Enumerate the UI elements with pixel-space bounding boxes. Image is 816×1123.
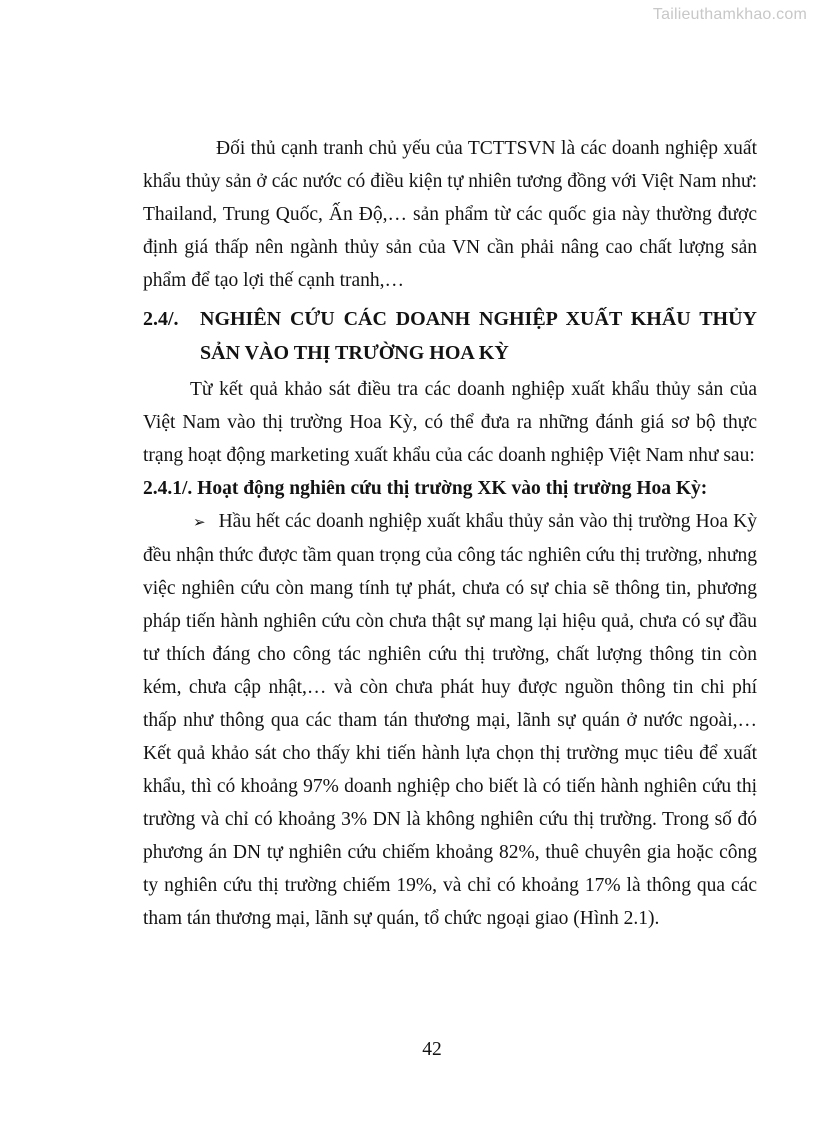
page-content [143,132,757,935]
section-heading [143,302,757,370]
page-number: 42 [422,1039,442,1060]
bullet-text: Hầu hết các doanh nghiệp xuất khẩu thủy sản vào thị trường Hoa Kỳ đều nhận thức được tầm quan trọng của công tác nghiên cứu thị trường, nhưng việc nghiên cứu còn mang tính tự phát, chưa có sự chia sẽ thông tin, phương pháp tiến hành nghiên cứu còn chưa thật sự mang lại hiệu quả, chưa có sự đầu tư thích đáng cho công tác nghiên cứu thị trường, chất lượng thông tin còn kém, chưa cập nhật,… và còn chưa phát huy được nguồn thông tin chi phí thấp như thông qua các tham tán thương mại, lãnh sự quán ở nước ngoài,… Kết quả khảo sát cho thấy khi tiến hành lựa chọn thị trường mục tiêu để xuất khẩu, thì có khoảng 97% doanh nghiệp cho biết là có tiến hành nghiên cứu thị trường và chỉ có khoảng 3% DN là không nghiên cứu thị trường. Trong số đó phương án DN tự nghiên cứu chiếm khoảng 82%, thuê chuyên gia hoặc công ty nghiên cứu thị trường chiếm 19%, và chỉ có khoảng 17% là thông qua các tham tán thương mại, lãnh sự quán, tổ chức ngoại giao (Hình 2.1). [143,511,757,929]
section-number: 2.4/. [143,308,179,330]
bullet-paragraph [143,505,757,935]
section-title: NGHIÊN CỨU CÁC DOANH NGHIỆP XUẤT KHẨU THỦY SẢN VÀO THỊ TRƯỜNG HOA KỲ [200,308,757,364]
survey-paragraph: Từ kết quả khảo sát điều tra các doanh nghiệp xuất khẩu thủy sản của Việt Nam vào thị trường Hoa Kỳ, có thể đưa ra những đánh giá sơ bộ thực trạng hoạt động marketing xuất khẩu của các doanh nghiệp Việt Nam như sau: [143,379,757,466]
subsection-heading: 2.4.1/. Hoạt động nghiên cứu thị trường XK vào thị trường Hoa Kỳ: [143,478,708,499]
arrow-bullet-icon: ➢ [193,513,206,531]
intro-paragraph: Đối thủ cạnh tranh chủ yếu của TCTTSVN là các doanh nghiệp xuất khẩu thủy sản ở các nước có điều kiện tự nhiên tương đồng với Việt Nam như: Thailand, Trung Quốc, Ấn Độ,… sản phẩm từ các quốc gia này thường được định giá thấp nên ngành thủy sản của VN cần phải nâng cao chất lượng sản phẩm để tạo lợi thế cạnh tranh,… [143,138,757,291]
watermark: Tailieuthamkhao.com [652,6,807,23]
